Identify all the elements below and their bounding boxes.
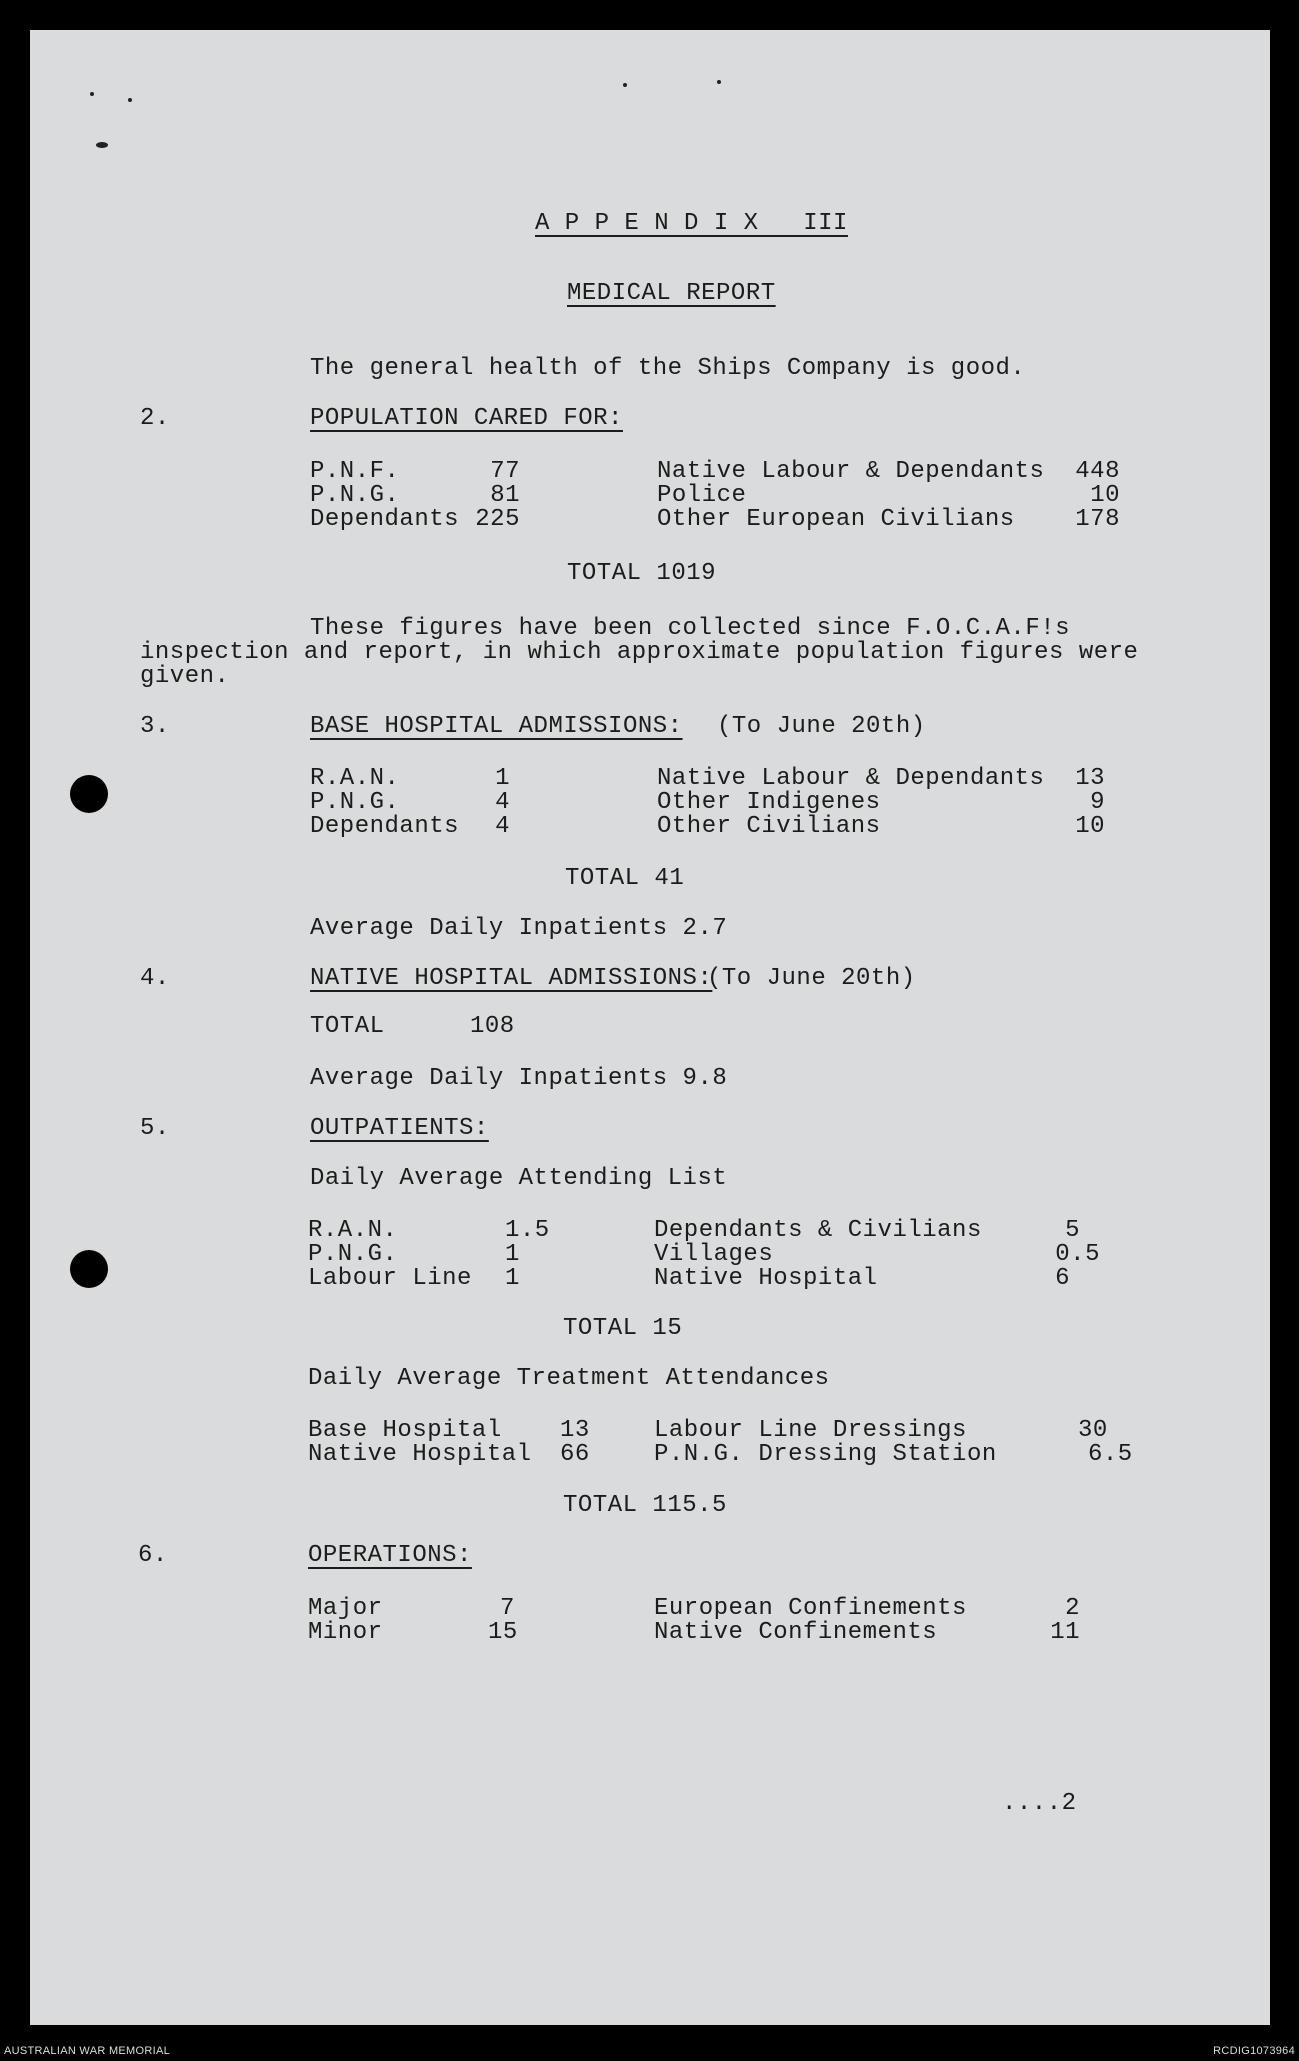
row-value: 77 (490, 458, 520, 485)
total: TOTAL 1019 (567, 560, 717, 587)
row-label: Native Hospital (308, 1441, 532, 1468)
row-label: Labour Line Dressings (654, 1417, 967, 1444)
section-number: 2. (140, 405, 170, 432)
section-number: 4. (140, 965, 170, 992)
row-label: P.N.G. (310, 789, 400, 816)
report-title: MEDICAL REPORT (567, 280, 776, 307)
punch-hole (70, 775, 108, 813)
row-label: Labour Line (308, 1265, 472, 1292)
note-line: given. (140, 663, 230, 690)
page-continuation: ....2 (1002, 1790, 1077, 1817)
row-label: Base Hospital (308, 1417, 502, 1444)
row-label: Dependants & Civilians (654, 1217, 982, 1244)
row-label: P.N.G. (308, 1241, 398, 1268)
row-value: 1 (495, 765, 510, 792)
row-label: R.A.N. (308, 1217, 398, 1244)
row-label: Native Labour & Dependants (657, 765, 1045, 792)
row-value: 10 (1075, 813, 1105, 840)
row-value: 1 (505, 1265, 520, 1292)
row-value: 2 (1065, 1595, 1080, 1622)
row-label: Dependants (310, 813, 460, 840)
row-value: 1.5 (505, 1217, 550, 1244)
row-label: Villages (654, 1241, 774, 1268)
average-text: Average Daily Inpatients 2.7 (310, 915, 728, 942)
row-value: 1 (505, 1241, 520, 1268)
average-text: Average Daily Inpatients 9.8 (310, 1065, 728, 1092)
speck-mark (717, 80, 721, 84)
total: TOTAL 15 (563, 1315, 683, 1342)
row-label: European Confinements (654, 1595, 967, 1622)
section-heading: OUTPATIENTS: (310, 1115, 489, 1142)
row-value: 13 (1075, 765, 1105, 792)
document-page (30, 30, 1270, 2025)
speck-mark (623, 83, 627, 87)
note-line: inspection and report, in which approximate population figures were (140, 639, 1139, 666)
row-label: Native Confinements (654, 1619, 938, 1646)
row-label: Minor (308, 1619, 383, 1646)
row-value: 15 (488, 1619, 518, 1646)
row-value: 178 (1075, 506, 1120, 533)
row-label: P.N.G. Dressing Station (654, 1441, 997, 1468)
row-label: R.A.N. (310, 765, 400, 792)
section-heading: OPERATIONS: (308, 1542, 472, 1569)
row-value: 6.5 (1088, 1441, 1133, 1468)
archive-credit: AUSTRALIAN WAR MEMORIAL (4, 2045, 171, 2057)
row-label: P.N.G. (310, 482, 400, 509)
speck-mark (96, 142, 108, 148)
section-number: 6. (138, 1542, 168, 1569)
row-value: 30 (1078, 1417, 1108, 1444)
row-value: 5 (1065, 1217, 1080, 1244)
total: TOTAL 115.5 (563, 1492, 727, 1519)
row-label: Other Indigenes (657, 789, 881, 816)
section-heading: POPULATION CARED FOR: (310, 405, 623, 432)
row-value: 13 (560, 1417, 590, 1444)
row-value: 9 (1090, 789, 1105, 816)
row-value: 66 (560, 1441, 590, 1468)
speck-mark (128, 98, 132, 102)
total-label: TOTAL (310, 1013, 385, 1040)
total-value: 108 (470, 1013, 515, 1040)
section-number: 3. (140, 713, 170, 740)
row-value: 11 (1050, 1619, 1080, 1646)
subheading: Daily Average Attending List (310, 1165, 728, 1192)
row-label: Native Labour & Dependants (657, 458, 1045, 485)
row-value: 81 (490, 482, 520, 509)
section-suffix: (To June 20th) (717, 713, 926, 740)
total: TOTAL 41 (565, 865, 685, 892)
row-label: Native Hospital (654, 1265, 878, 1292)
row-value: 225 (475, 506, 520, 533)
speck-mark (90, 92, 94, 96)
row-value: 10 (1090, 482, 1120, 509)
row-label: P.N.F. (310, 458, 400, 485)
row-value: 448 (1075, 458, 1120, 485)
intro-text: The general health of the Ships Company is good. (310, 355, 1026, 382)
section-suffix: (To June 20th) (707, 965, 916, 992)
section-heading: BASE HOSPITAL ADMISSIONS: (310, 713, 683, 740)
row-label: Major (308, 1595, 383, 1622)
row-value: 7 (500, 1595, 515, 1622)
row-label: Other European Civilians (657, 506, 1015, 533)
archive-id: RCDIG1073964 (1213, 2045, 1295, 2057)
row-value: 0.5 (1055, 1241, 1100, 1268)
appendix-heading: A P P E N D I X III (535, 210, 848, 237)
note-line: These figures have been collected since F.O.C.A.F!s (310, 615, 1071, 642)
row-value: 4 (495, 813, 510, 840)
section-number: 5. (140, 1115, 170, 1142)
subheading: Daily Average Treatment Attendances (308, 1365, 830, 1392)
section-heading: NATIVE HOSPITAL ADMISSIONS: (310, 965, 713, 992)
row-label: Other Civilians (657, 813, 881, 840)
row-value: 6 (1055, 1265, 1070, 1292)
punch-hole (70, 1250, 108, 1288)
row-label: Police (657, 482, 747, 509)
row-value: 4 (495, 789, 510, 816)
row-label: Dependants (310, 506, 460, 533)
